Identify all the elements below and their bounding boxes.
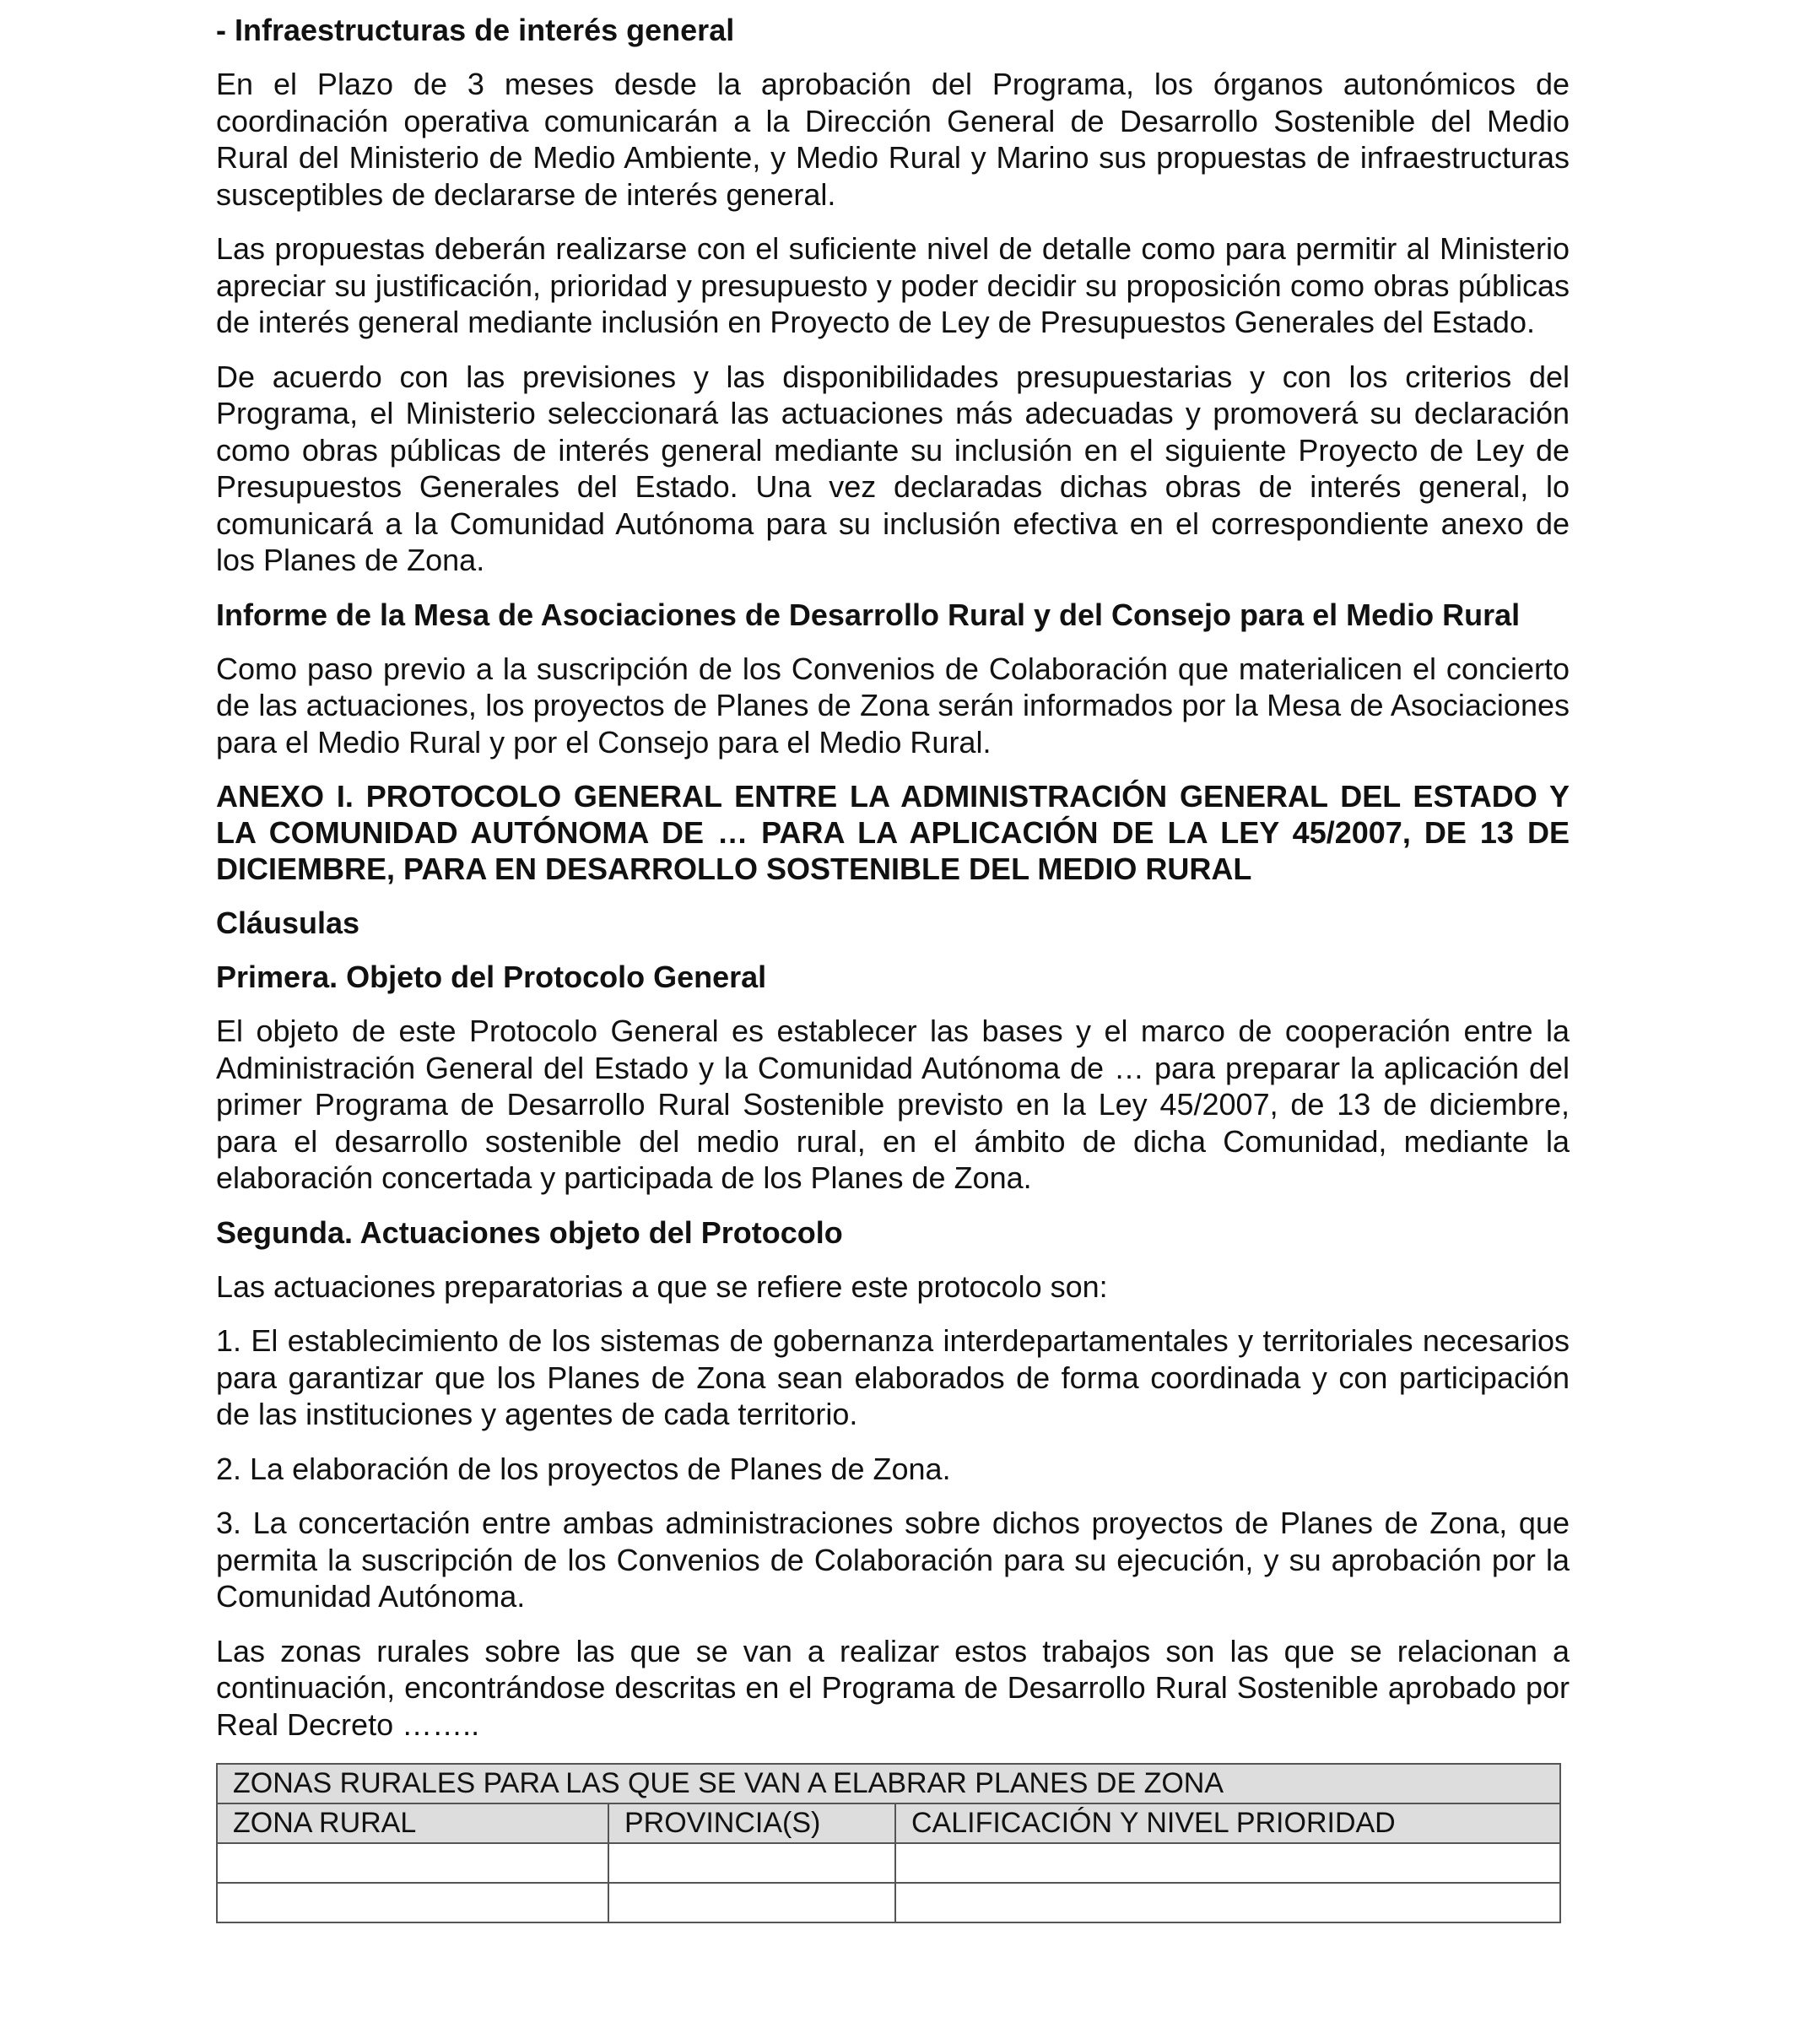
table-cell bbox=[895, 1883, 1560, 1922]
infra-heading: - Infraestructuras de interés general bbox=[216, 13, 735, 47]
table-title-row bbox=[217, 1764, 1560, 1803]
table-header-row bbox=[217, 1803, 1560, 1843]
list-item-2: 2. La elaboración de los proyectos de Planes de Zona. bbox=[216, 1451, 951, 1486]
table-row bbox=[217, 1883, 1560, 1922]
zones-table bbox=[216, 1763, 1561, 1923]
paragraph-propuestas: Las propuestas deberán realizarse con el suficiente nivel de detalle como para permitir al Ministerio apreciar su justificación, prioridad y presupuesto y poder decidir su proposición como obras públicas de interés general mediante inclusión en Proyecto de Ley de Presupuestos Generales del Estado. bbox=[216, 231, 1570, 339]
paragraph-zonas: Las zonas rurales sobre las que se van a realizar estos trabajos son las que se relacionan a continuación, encontrándose descritas en el Programa de Desarrollo Rural Sostenible aprobado por Real Decreto …….. bbox=[216, 1633, 1570, 1742]
paragraph-previsiones: De acuerdo con las previsiones y las disponibilidades presupuestarias y con los criterios del Programa, el Ministerio seleccionará las actuaciones más adecuadas y promoverá su declaración como obras públicas de interés general mediante su inclusión en el siguiente Proyecto de Ley de Presupuestos Generales del Estado. Una vez declaradas dichas obras de interés general, lo comunicará a la Comunidad Autónoma para su inclusión efectiva en el correspondiente anexo de los Planes de Zona. bbox=[216, 359, 1570, 577]
paragraph-actuaciones-intro: Las actuaciones preparatorias a que se refiere este protocolo son: bbox=[216, 1268, 1108, 1304]
table-cell bbox=[608, 1883, 895, 1922]
column-header-calificacion: CALIFICACIÓN Y NIVEL PRIORIDAD bbox=[895, 1803, 1560, 1843]
paragraph-objeto: El objeto de este Protocolo General es establecer las bases y el marco de cooperación entre la Administración General del Estado y la Comunidad Autónoma de … para preparar la aplicación del primer Programa de Desarrollo Rural Sostenible previsto en la Ley 45/2007, de 13 de diciembre, para el desarrollo sostenible del medio rural, en el ámbito de dicha Comunidad, mediante la elaboración concertada y participada de los Planes de Zona. bbox=[216, 1014, 1570, 1195]
primera-heading: Primera. Objeto del Protocolo General bbox=[216, 960, 767, 994]
clausulas-heading: Cláusulas bbox=[216, 906, 360, 940]
document-page bbox=[216, 12, 1570, 1923]
segunda-heading: Segunda. Actuaciones objeto del Protocolo bbox=[216, 1214, 843, 1250]
annex-heading: ANEXO I. PROTOCOLO GENERAL ENTRE LA ADMINISTRACIÓN GENERAL DEL ESTADO Y LA COMUNIDAD AUTÓNOMA DE … PARA LA APLICACIÓN DE LA LEY 45/2007, DE 13 DE DICIEMBRE, PARA EN DESARROLLO SOSTENIBLE DEL MEDIO RURAL bbox=[216, 779, 1570, 886]
table-cell bbox=[895, 1843, 1560, 1883]
table-row bbox=[217, 1843, 1560, 1883]
table-title: ZONAS RURALES PARA LAS QUE SE VAN A ELABRAR PLANES DE ZONA bbox=[217, 1764, 1560, 1803]
column-header-zona-rural: ZONA RURAL bbox=[217, 1803, 608, 1843]
table-cell bbox=[608, 1843, 895, 1883]
paragraph-paso-previo: Como paso previo a la suscripción de los Convenios de Colaboración que materialicen el concierto de las actuaciones, los proyectos de Planes de Zona serán informados por la Mesa de Asociaciones para el Medio Rural y por el Consejo para el Medio Rural. bbox=[216, 651, 1570, 760]
column-header-provincias: PROVINCIA(S) bbox=[608, 1803, 895, 1843]
table-cell bbox=[217, 1843, 608, 1883]
informe-heading: Informe de la Mesa de Asociaciones de Desarrollo Rural y del Consejo para el Medio Rural bbox=[216, 597, 1521, 632]
table-cell bbox=[217, 1883, 608, 1922]
list-item-3: 3. La concertación entre ambas administraciones sobre dichos proyectos de Planes de Zona, que permita la suscripción de los Convenios de Colaboración para su ejecución, y su aprobación por la Comunidad Autónoma. bbox=[216, 1506, 1570, 1614]
list-item-1: 1. El establecimiento de los sistemas de gobernanza interdepartamentales y territoriales necesarios para garantizar que los Planes de Zona sean elaborados de forma coordinada y con participación de las instituciones y agentes de cada territorio. bbox=[216, 1323, 1570, 1431]
paragraph-plazo: En el Plazo de 3 meses desde la aprobación del Programa, los órganos autonómicos de coordinación operativa comunicarán a la Dirección General de Desarrollo Sostenible del Medio Rural del Ministerio de Medio Ambiente, y Medio Rural y Marino sus propuestas de infraestructuras susceptibles de declararse de interés general. bbox=[216, 67, 1570, 212]
